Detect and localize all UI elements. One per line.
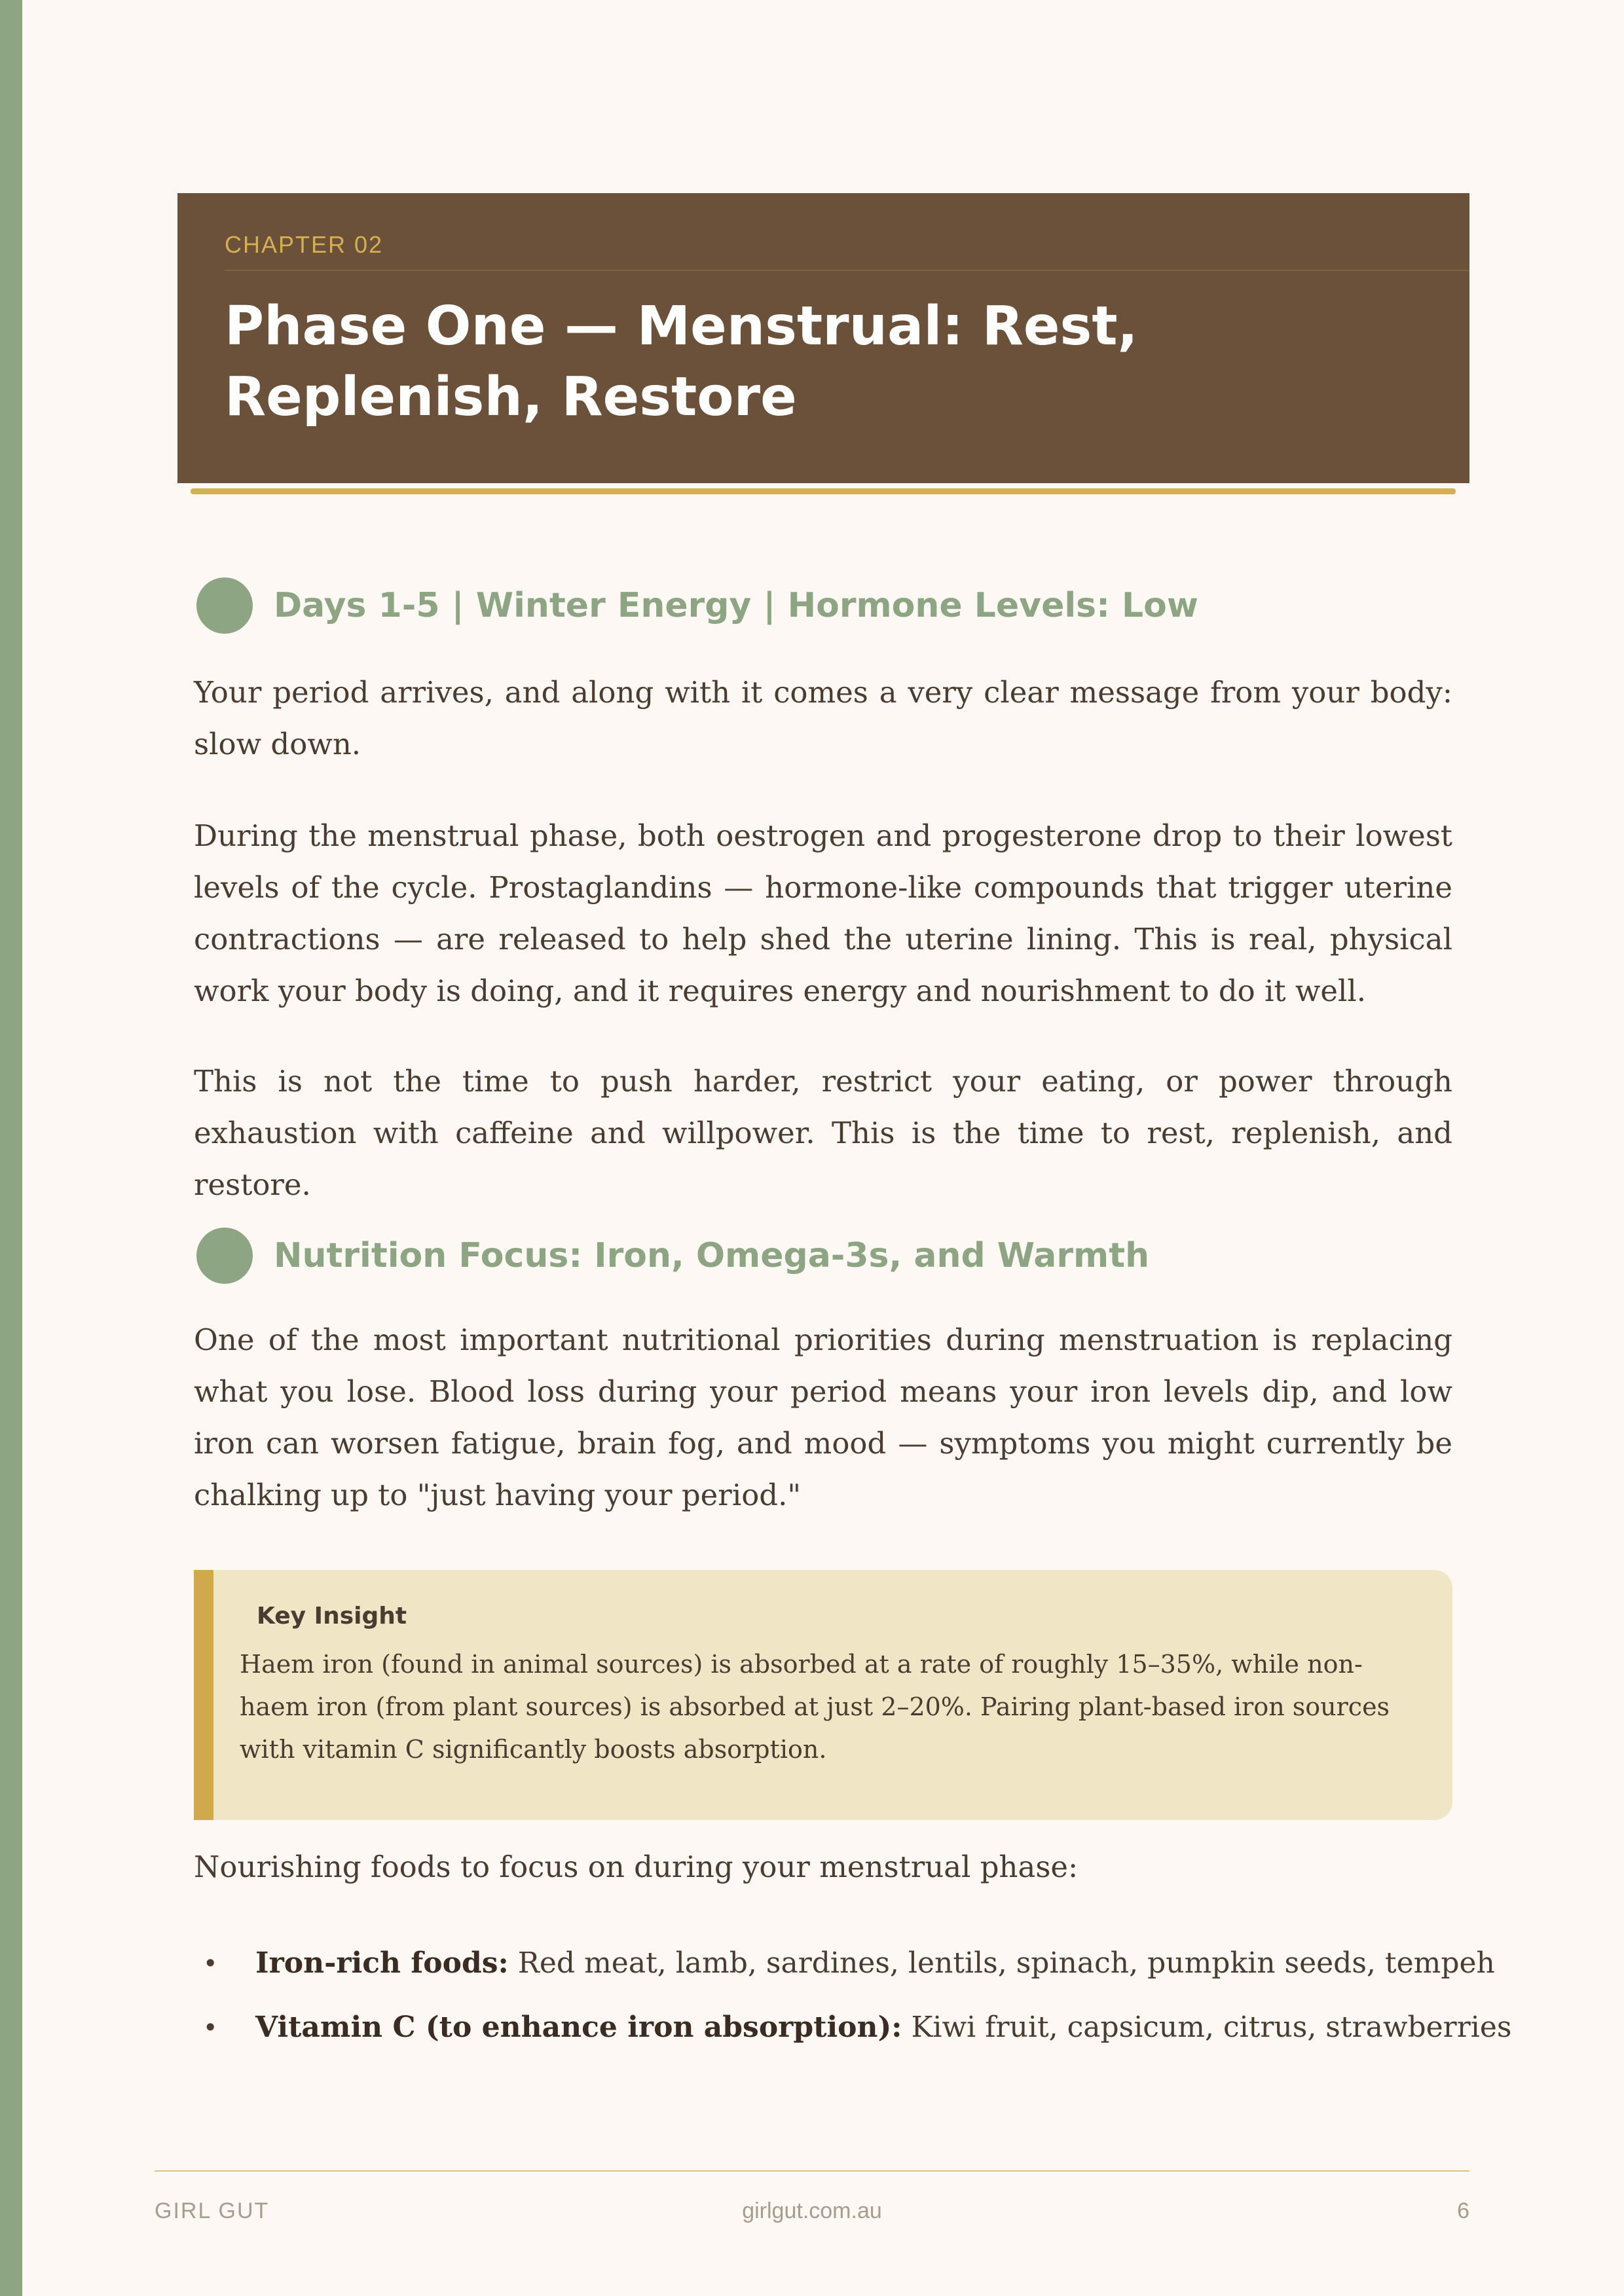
section-heading-text: Days 1-5 | Winter Energy | Hormone Levels: Low (274, 586, 1198, 625)
food-list (255, 1931, 1511, 2060)
paragraph: This is not the time to push harder, restrict your eating, or power through exhaustion with caffeine and willpower. This is the time to rest, replenish, and restore. (194, 1064, 1452, 1202)
list-item-label: Vitamin C (to enhance iron absorption): (255, 2011, 902, 2044)
list-item (255, 1995, 1511, 2060)
circle-bullet-icon (196, 1228, 253, 1284)
page-number: 6 (1457, 2198, 1469, 2223)
footer-brand: GIRL GUT (155, 2198, 270, 2223)
chapter-label: CHAPTER 02 (225, 231, 384, 258)
footer-website: girlgut.com.au (742, 2198, 882, 2223)
paragraph: One of the most important nutritional priorities during menstruation is replacing what you lose. Blood loss during your period means your iron levels dip, and low iron can worsen fatigue, brain fog, and mood — symptoms you might currently be chalking up to "just having your period." (194, 1322, 1452, 1512)
callout-accent-bar (194, 1570, 213, 1820)
circle-bullet-icon (196, 577, 253, 634)
list-item-label: Iron-rich foods: (255, 1946, 509, 1980)
section-heading-days (196, 576, 1198, 635)
callout-body: Haem iron (found in animal sources) is absorbed at a rate of roughly 15–35%, while non-haem iron (from plant sources) is absorbed at just 2–20%. Pairing plant-based iron sources with vitamin C significantly boosts absorption. (240, 1650, 1390, 1764)
paragraph: During the menstrual phase, both oestrogen and progesterone drop to their lowest levels of the cycle. Prostaglandins — hormone-like compounds that trigger uterine contractions — are released to help shed the uterine lining. This is real, physical work your body is doing, and it requires energy and nourishment to do it well. (194, 818, 1452, 1008)
left-accent-bar (0, 0, 22, 2296)
list-item-text: Red meat, lamb, sardines, lentils, spinach, pumpkin seeds, tempeh (508, 1946, 1495, 1980)
page-title: Phase One — Menstrual: Rest, Replenish, Restore (225, 295, 1138, 428)
section-heading-nutrition (196, 1226, 1149, 1285)
chapter-divider (225, 270, 1469, 271)
header-underline (191, 488, 1456, 494)
key-insight-callout (194, 1570, 1452, 1820)
paragraph: Your period arrives, and along with it comes a very clear message from your body: slow down. (194, 675, 1452, 761)
section-heading-text: Nutrition Focus: Iron, Omega-3s, and Warmth (274, 1236, 1150, 1275)
list-item (255, 1931, 1511, 1995)
foods-intro: Nourishing foods to focus on during your menstrual phase: (194, 1850, 1079, 1884)
list-item-text: Kiwi fruit, capsicum, citrus, strawberries (902, 2011, 1512, 2044)
footer-divider (155, 2170, 1469, 2172)
callout-title: Key Insight (257, 1603, 407, 1630)
chapter-header (177, 193, 1469, 483)
